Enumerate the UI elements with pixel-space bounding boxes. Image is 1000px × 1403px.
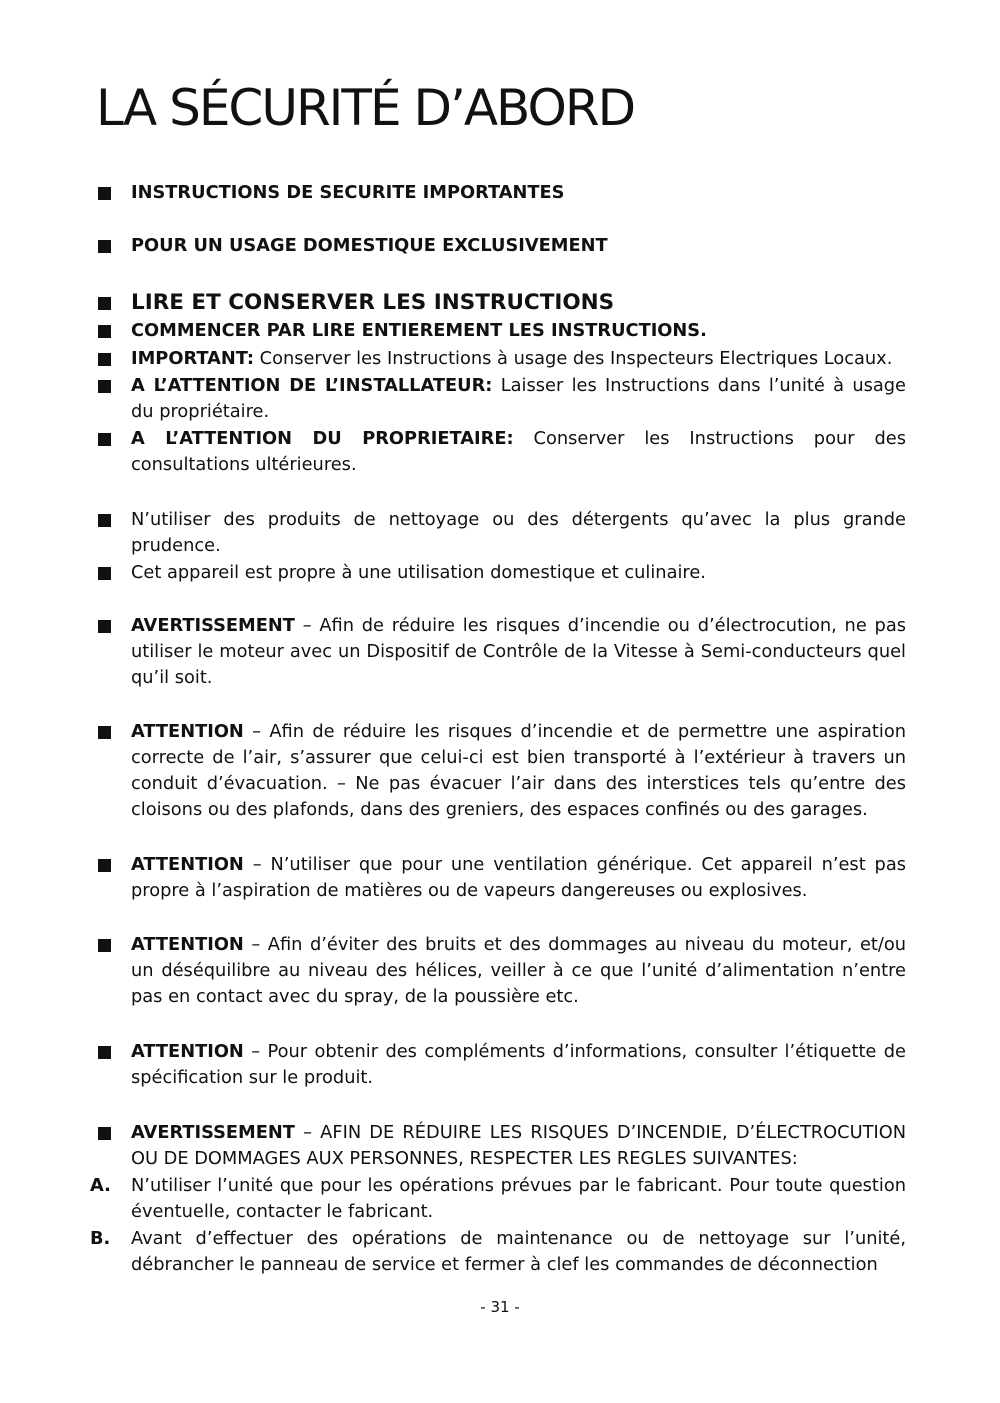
safety-item (96, 233, 906, 259)
safety-item (96, 346, 906, 372)
safety-item (96, 613, 906, 691)
safety-item (96, 1039, 906, 1091)
safety-item (96, 507, 906, 559)
square-bullet-icon (98, 297, 111, 310)
safety-item (96, 719, 906, 823)
item-heading: LIRE ET CONSERVER LES INSTRUCTIONS (131, 290, 615, 315)
item-text: – AFIN DE RÉDUIRE LES RISQUES D’INCENDIE, D’ÉLECTROCUTION OU DE DOMMAGES AUX PERSONNES, RESPECTER LES REGLES SUIVANTES: (131, 1122, 906, 1169)
item-text: Avant d’effectuer des opérations de maintenance ou de nettoyage sur l’unité, débrancher le panneau de service et fermer à clef les commandes de déconnection (131, 1228, 906, 1275)
item-heading: ATTENTION (131, 721, 244, 742)
square-bullet-icon (98, 620, 111, 633)
item-heading: ATTENTION (131, 1041, 244, 1062)
safety-item (96, 426, 906, 478)
item-heading: POUR UN USAGE DOMESTIQUE EXCLUSIVEMENT (131, 235, 608, 256)
square-bullet-icon (98, 726, 111, 739)
square-bullet-icon (98, 514, 111, 527)
safety-item (96, 318, 906, 344)
item-text: N’utiliser l’unité que pour les opérations prévues par le fabricant. Pour toute question éventuelle, contacter le fabricant. (131, 1175, 906, 1222)
square-bullet-icon (98, 240, 111, 253)
safety-item (96, 560, 906, 586)
square-bullet-icon (98, 325, 111, 338)
item-heading: A L’ATTENTION DU PROPRIETAIRE: (131, 428, 514, 449)
item-letter: A. (90, 1175, 111, 1196)
item-text: – Afin d’éviter des bruits et des dommages au niveau du moteur, et/ou un déséquilibre au niveau des hélices, veiller à ce que l’unité d’alimentation n’entre pas en contact avec du spray, de la poussière etc. (131, 934, 906, 1007)
item-text: N’utiliser des produits de nettoyage ou des détergents qu’avec la plus grande prudence. (131, 509, 906, 556)
square-bullet-icon (98, 1046, 111, 1059)
item-heading: A L’ATTENTION DE L’INSTALLATEUR: (131, 375, 493, 396)
item-heading: COMMENCER PAR LIRE ENTIEREMENT LES INSTRUCTIONS. (131, 320, 707, 341)
square-bullet-icon (98, 433, 111, 446)
item-heading: ATTENTION (131, 934, 244, 955)
item-text: Laisser les Instructions dans l’unité à usage du propriétaire. (131, 375, 906, 422)
item-text: Cet appareil est propre à une utilisation domestique et culinaire. (131, 562, 706, 583)
item-text: Conserver les Instructions pour des consultations ultérieures. (131, 428, 906, 475)
item-text: – Afin de réduire les risques d’incendie ou d’électrocution, ne pas utiliser le moteur avec un Dispositif de Contrôle de la Vitesse à Semi-conducteurs quel qu’il soit. (131, 615, 906, 688)
square-bullet-icon (98, 187, 111, 200)
square-bullet-icon (98, 939, 111, 952)
square-bullet-icon (98, 1127, 111, 1140)
item-letter: B. (90, 1228, 111, 1249)
item-heading: IMPORTANT: (131, 348, 255, 369)
item-text: – N’utiliser que pour une ventilation générique. Cet appareil n’est pas propre à l’aspiration de matières ou de vapeurs dangereuses ou explosives. (131, 854, 906, 901)
page-title: LA SÉCURITÉ D’ABORD (96, 79, 635, 137)
lettered-item (90, 1226, 906, 1278)
safety-item (96, 932, 906, 1010)
lettered-item (90, 1173, 906, 1225)
square-bullet-icon (98, 859, 111, 872)
item-heading: AVERTISSEMENT (131, 615, 295, 636)
safety-item (96, 852, 906, 904)
item-heading: ATTENTION (131, 854, 244, 875)
square-bullet-icon (98, 567, 111, 580)
item-text: Conserver les Instructions à usage des Inspecteurs Electriques Locaux. (254, 348, 893, 369)
square-bullet-icon (98, 353, 111, 366)
safety-item (96, 180, 906, 206)
item-heading: AVERTISSEMENT (131, 1122, 295, 1143)
safety-item (96, 373, 906, 425)
square-bullet-icon (98, 380, 111, 393)
safety-item (96, 289, 906, 317)
item-heading: INSTRUCTIONS DE SECURITE IMPORTANTES (131, 182, 565, 203)
item-text: – Pour obtenir des compléments d’informations, consulter l’étiquette de spécification sur le produit. (131, 1041, 906, 1088)
item-text: – Afin de réduire les risques d’incendie et de permettre une aspiration correcte de l’air, s’assurer que celui-ci est bien transporté à l’extérieur à travers un conduit d’évacuation. – Ne pas évacuer l’air dans des interstices tels qu’entre des cloisons ou des plafonds, dans des greniers, des espaces confinés ou des garages. (131, 721, 906, 820)
page-number: - 31 - (480, 1298, 520, 1316)
safety-item (96, 1120, 906, 1172)
